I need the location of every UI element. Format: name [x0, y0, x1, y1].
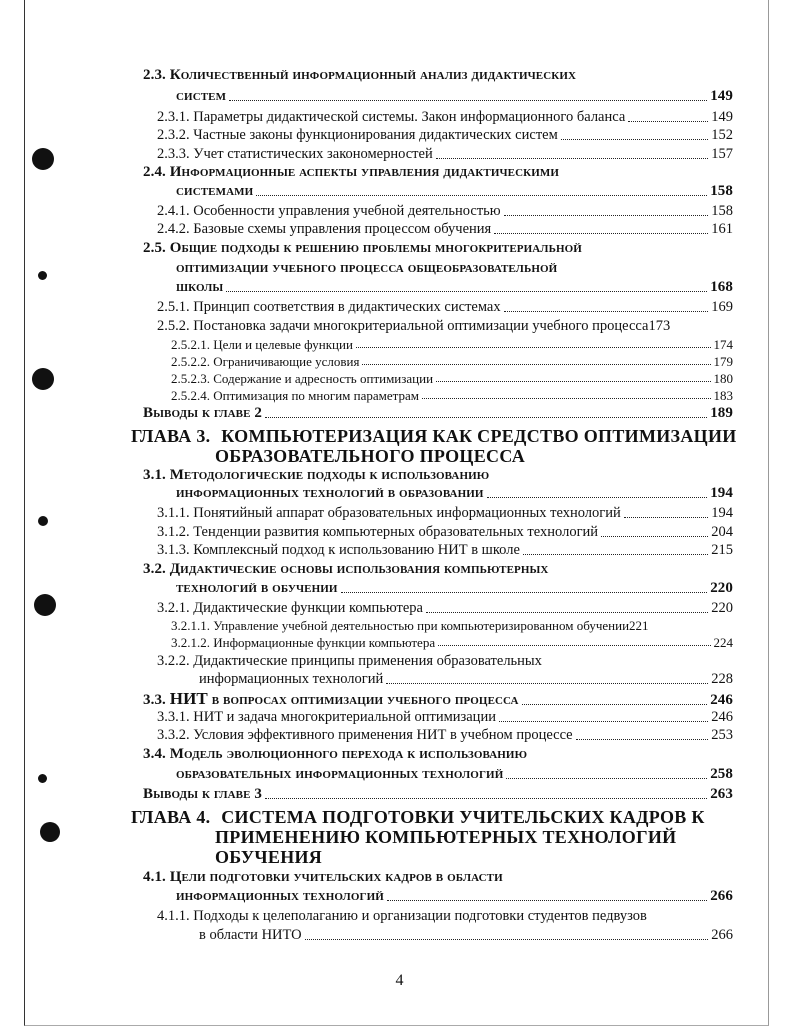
dot-leader [523, 554, 708, 555]
toc-title: систем [176, 88, 227, 104]
toc-title: Общие подходы к решению проблемы многокритериальной [169, 240, 582, 256]
dot-leader [265, 798, 707, 799]
toc-page: 189 [710, 405, 733, 421]
page-number: 4 [395, 972, 404, 989]
toc-title: оптимизации учебного процесса общеобразовательной [176, 260, 558, 276]
toc-number: 2.3.2. [157, 127, 190, 143]
toc-page: 266 [710, 888, 733, 904]
toc-title: Понятийный аппарат образовательных информационных технологий [193, 505, 621, 521]
dot-leader [601, 536, 708, 537]
toc-title: информационных технологий [176, 888, 384, 904]
toc-page: 228 [711, 671, 733, 687]
dot-leader [356, 347, 711, 348]
toc-title: Выводы к главе 3 [143, 786, 262, 802]
toc-number: 3.2.1.2. [171, 635, 210, 650]
toc-entry[interactable] [157, 506, 733, 521]
toc-entry[interactable] [171, 355, 733, 368]
toc-title: Дидактические принципы применения образовательных [193, 653, 542, 669]
toc-title: Частные законы функционирования дидактических систем [193, 127, 558, 143]
toc-subsection-heading [157, 909, 647, 924]
toc-page: 263 [710, 786, 733, 802]
dot-leader [422, 398, 711, 399]
toc-page: 224 [713, 635, 733, 650]
dot-leader [494, 233, 708, 234]
punch-hole [32, 148, 54, 170]
dot-leader [305, 939, 709, 940]
toc-entry[interactable] [143, 787, 733, 802]
toc-title: Принцип соответствия в дидактических системах [193, 299, 501, 315]
toc-entry[interactable] [176, 89, 733, 104]
toc-page: 158 [711, 203, 733, 219]
toc-title: Комплексный подход к использованию НИТ в школе [193, 542, 520, 558]
toc-title: Управление учебной деятельностью при компьютеризированном обучении [213, 618, 630, 633]
toc-title: технологий в обучении [176, 580, 338, 596]
toc-page: 149 [711, 109, 733, 125]
toc-page: 220 [710, 580, 733, 596]
punch-hole [34, 594, 56, 616]
toc-page: 169 [711, 299, 733, 315]
dot-leader [624, 517, 708, 518]
toc-title: школы [176, 279, 224, 295]
toc-entry[interactable] [157, 601, 733, 616]
punch-hole [40, 822, 60, 842]
toc-page: 157 [711, 146, 733, 162]
toc-page: 253 [711, 727, 733, 743]
toc-entry[interactable] [157, 300, 733, 315]
toc-entry[interactable] [157, 128, 733, 143]
toc-number: 4.1. [143, 869, 166, 885]
dot-leader [499, 721, 708, 722]
toc-page: 180 [713, 371, 733, 386]
toc-number: 2.3. [143, 67, 166, 83]
toc-page: 179 [713, 354, 733, 369]
chapter-title: СИСТЕМА ПОДГОТОВКИ УЧИТЕЛЬСКИХ КАДРОВ К [221, 807, 705, 827]
toc-number: 3.1. [143, 467, 166, 483]
toc-number: 4.1.1. [157, 908, 190, 924]
toc-number: 2.3.3. [157, 146, 190, 162]
dot-leader [229, 100, 707, 101]
toc-title: Оптимизация по многим параметрам [213, 388, 419, 403]
dot-leader [341, 592, 708, 593]
toc-entry[interactable] [171, 372, 733, 385]
binder-mark [38, 774, 47, 783]
dot-leader [504, 311, 709, 312]
toc-number: 2.5.2.2. [171, 354, 210, 369]
toc-entry[interactable] [143, 406, 733, 421]
binder-mark [38, 516, 48, 526]
toc-title: Тенденции развития компьютерных образовательных технологий [193, 524, 599, 540]
toc-page: 168 [710, 279, 733, 295]
toc-page: 194 [710, 485, 733, 501]
toc-page: 161 [711, 221, 733, 237]
toc-title: в вопросах оптимизации учебного процесса [211, 692, 519, 708]
chapter-title: ОБУЧЕНИЯ [215, 847, 323, 867]
toc-page: 173 [648, 318, 671, 334]
toc-number: 3.3.1. [157, 709, 190, 725]
toc-chapter-heading [131, 427, 737, 445]
toc-title: Подходы к целеполаганию и организации подготовки студентов педвузов [193, 908, 647, 924]
toc-section-heading [143, 468, 489, 483]
toc-title: Выводы к главе 2 [143, 405, 262, 421]
toc-section-heading [143, 165, 559, 180]
toc-number: 3.2.2. [157, 653, 190, 669]
toc-title: Условия эффективного применения НИТ в учебном процессе [193, 727, 573, 743]
toc-number: 3.2. [143, 561, 166, 577]
chapter-title: ПРИМЕНЕНИЮ КОМПЬЮТЕРНЫХ ТЕХНОЛОГИЙ [215, 827, 677, 847]
toc-entry[interactable] [176, 767, 733, 782]
chapter-number: ГЛАВА 3. [131, 426, 211, 446]
dot-leader [438, 645, 710, 646]
toc-number: 3.3. [143, 692, 166, 708]
toc-chapter-heading [215, 828, 676, 846]
toc-page: 149 [710, 88, 733, 104]
toc-entry[interactable] [157, 222, 733, 237]
toc-chapter-heading [215, 848, 322, 866]
toc-entry[interactable] [171, 338, 733, 351]
toc-page: 183 [713, 388, 733, 403]
toc-entry[interactable] [176, 581, 733, 596]
toc-number: 2.4.1. [157, 203, 190, 219]
toc-entry[interactable] [157, 147, 733, 162]
dot-leader [256, 195, 707, 196]
toc-number: 3.1.3. [157, 542, 190, 558]
binder-mark [38, 271, 47, 280]
toc-title: Содержание и адресность оптимизации [213, 371, 434, 386]
toc-number: 2.5.2.1. [171, 337, 210, 352]
toc-entry[interactable] [157, 525, 733, 540]
toc-page: 152 [711, 127, 733, 143]
toc-number: 2.5.2.4. [171, 388, 210, 403]
toc-entry[interactable] [143, 690, 733, 708]
toc-number: 2.5.2.3. [171, 371, 210, 386]
dot-leader [362, 364, 710, 365]
toc-entry[interactable] [176, 486, 733, 501]
toc-section-heading [143, 68, 576, 83]
dot-leader [265, 417, 707, 418]
toc-number: 2.5.2. [157, 318, 190, 334]
toc-number: 2.5. [143, 240, 166, 256]
toc-title: в области НИТО [199, 927, 302, 943]
toc-page: 215 [711, 542, 733, 558]
toc-section-heading [143, 562, 548, 577]
toc-page: 204 [711, 524, 733, 540]
toc-page: 158 [710, 183, 733, 199]
toc-entry[interactable] [176, 184, 733, 199]
toc-title: Информационные аспекты управления дидактическими [169, 164, 560, 180]
toc-title: Базовые схемы управления процессом обучения [193, 221, 492, 237]
toc-title: Постановка задачи многокритериальной оптимизации учебного процесса [193, 318, 649, 334]
toc-page: 258 [710, 766, 733, 782]
dot-leader [436, 381, 710, 382]
dot-leader [576, 739, 709, 740]
toc-section-heading [176, 261, 557, 276]
toc-page: 246 [711, 709, 733, 725]
toc-entry[interactable] [157, 710, 733, 725]
toc-number: 3.2.1. [157, 600, 190, 616]
toc-entry[interactable] [171, 636, 733, 649]
toc-page: 221 [629, 618, 649, 633]
toc-chapter-heading [215, 447, 525, 465]
toc-title: Количественный информационный анализ дидактических [169, 67, 577, 83]
toc-entry[interactable] [171, 619, 733, 632]
toc-subsection-heading [157, 654, 542, 669]
toc-section-heading [143, 870, 503, 885]
toc-title: Ограничивающие условия [213, 354, 360, 369]
dot-leader [426, 612, 708, 613]
dot-leader [628, 121, 708, 122]
toc-page: 174 [713, 337, 733, 352]
toc-page: 220 [711, 600, 733, 616]
toc-entry[interactable] [157, 543, 733, 558]
toc-number: 3.4. [143, 746, 166, 762]
chapter-title: ОБРАЗОВАТЕЛЬНОГО ПРОЦЕССА [215, 446, 526, 466]
punch-hole [32, 368, 54, 390]
toc-entry[interactable] [176, 280, 733, 295]
toc-entry[interactable] [157, 728, 733, 743]
toc-title: информационных технологий [199, 671, 384, 687]
toc-title: Цели и целевые функции [213, 337, 353, 352]
toc-entry[interactable] [199, 928, 733, 943]
toc-number: 2.5.1. [157, 299, 190, 315]
toc-title: Параметры дидактической системы. Закон информационного баланса [193, 109, 626, 125]
toc-title: НИТ и задача многокритериальной оптимизации [193, 709, 496, 725]
dot-leader [487, 497, 708, 498]
toc-title: образовательных информационных технологий [176, 766, 504, 782]
dot-leader [506, 778, 707, 779]
toc-page: 194 [711, 505, 733, 521]
toc-number: 2.4. [143, 164, 166, 180]
toc-title: информационных технологий в образовании [176, 485, 484, 501]
dot-leader [561, 139, 708, 140]
dot-leader [522, 704, 708, 705]
dot-leader [387, 900, 707, 901]
toc-page: 266 [711, 927, 733, 943]
dot-leader [226, 291, 707, 292]
toc-chapter-heading [131, 808, 705, 826]
toc-entry[interactable] [157, 319, 733, 334]
toc-number: 3.3.2. [157, 727, 190, 743]
toc-page: 246 [710, 692, 733, 708]
toc-title: Информационные функции компьютера [213, 635, 436, 650]
toc-entry[interactable] [199, 672, 733, 687]
toc-entry[interactable] [157, 204, 733, 219]
toc-title: системами [176, 183, 254, 199]
dot-leader [386, 683, 708, 684]
toc-title: Дидактические основы использования компьютерных [169, 561, 549, 577]
toc-title: Учет статистических закономерностей [193, 146, 433, 162]
toc-title: НИТ [169, 689, 208, 708]
toc-title: Методологические подходы к использованию [169, 467, 490, 483]
dot-leader [436, 158, 709, 159]
toc-number: 3.2.1.1. [171, 618, 210, 633]
toc-entry[interactable] [176, 889, 733, 904]
toc-entry[interactable] [171, 389, 733, 402]
toc-section-heading [143, 747, 527, 762]
chapter-number: ГЛАВА 4. [131, 807, 211, 827]
toc-title: Модель эволюционного перехода к использованию [169, 746, 528, 762]
toc-title: Дидактические функции компьютера [193, 600, 423, 616]
toc-number: 3.1.1. [157, 505, 190, 521]
toc-number: 3.1.2. [157, 524, 190, 540]
dot-leader [504, 215, 709, 216]
toc-number: 2.3.1. [157, 109, 190, 125]
toc-title: Особенности управления учебной деятельностью [193, 203, 501, 219]
toc-entry[interactable] [157, 110, 733, 125]
toc-number: 2.4.2. [157, 221, 190, 237]
toc-section-heading [143, 241, 582, 256]
chapter-title: КОМПЬЮТЕРИЗАЦИЯ КАК СРЕДСТВО ОПТИМИЗАЦИИ [221, 426, 737, 446]
toc-title: Цели подготовки учительских кадров в области [169, 869, 503, 885]
